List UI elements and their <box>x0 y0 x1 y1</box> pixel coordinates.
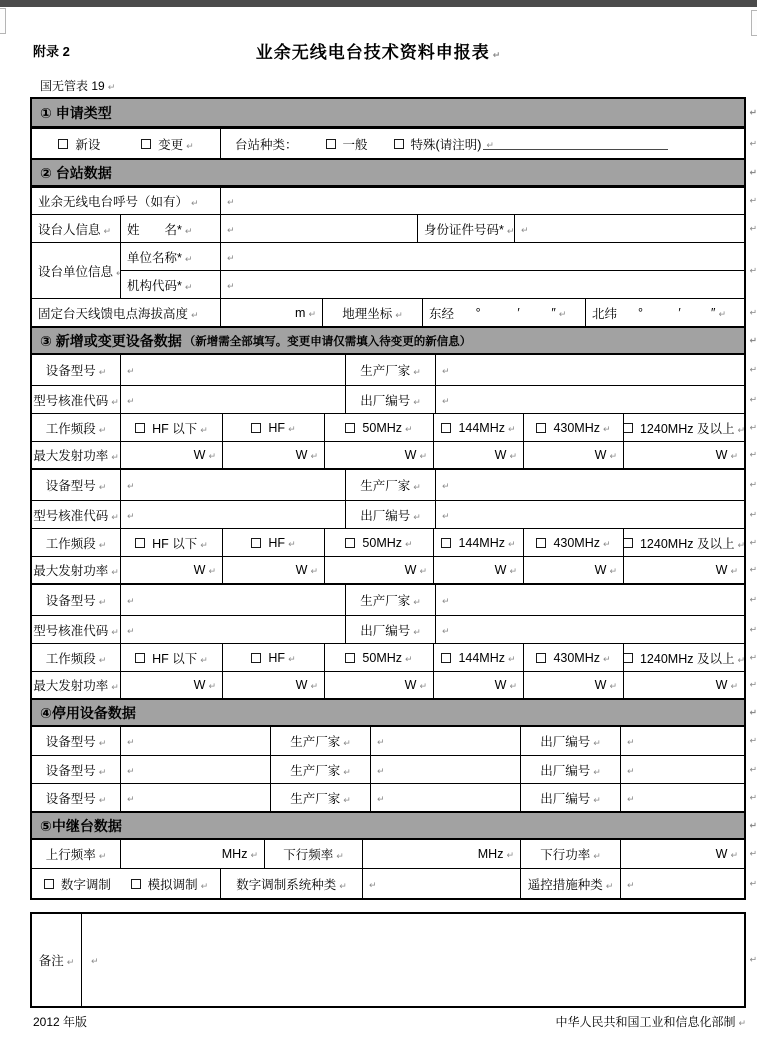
band-option-144mhz[interactable]: 144MHz ↵ <box>433 529 523 556</box>
analog-modulation-option[interactable]: 模拟调制 ↵ <box>131 875 209 893</box>
approval-serial-row <box>32 385 744 413</box>
remote-control-label: 遥控措施种类 ↵ <box>520 869 620 898</box>
footer-edition: 2012 年版 <box>33 1015 88 1029</box>
callsign-value[interactable] <box>220 188 744 214</box>
degree-symbol: ° <box>475 305 481 320</box>
band-option-hf-below[interactable]: HF 以下 ↵ <box>120 414 222 441</box>
max-power-label: 最大发射功率 ↵ <box>32 672 120 698</box>
watt-unit: W ↵ <box>595 448 617 462</box>
watt-unit: W ↵ <box>194 563 216 577</box>
downlink-freq-value[interactable] <box>362 840 520 868</box>
return-mark <box>377 791 385 805</box>
watt-unit: W ↵ <box>716 847 738 861</box>
latitude-label: 北纬 <box>592 306 618 321</box>
manufacturer-label: 生产厂家 ↵ <box>345 470 435 500</box>
general-option[interactable]: 一般 <box>326 135 368 153</box>
digital-system-label: 数字调制系统种类 ↵ <box>220 869 362 898</box>
checkbox-icon[interactable] <box>345 423 355 433</box>
change-option[interactable]: 变更 ↵ <box>141 135 194 153</box>
checkbox-icon[interactable] <box>536 423 546 433</box>
return-mark <box>369 877 377 891</box>
disabled-device-row <box>32 727 744 755</box>
watt-unit: W ↵ <box>495 678 517 692</box>
minute-symbol: ′ <box>517 305 520 320</box>
mhz-unit: MHz ↵ <box>222 847 258 861</box>
unit-info-label: 设台单位信息 ↵ <box>32 243 120 298</box>
serial-number-label: 出厂编号 ↵ <box>345 501 435 528</box>
watt-unit: W ↵ <box>405 448 427 462</box>
power-value[interactable] <box>324 442 433 468</box>
approval-code-label: 型号核准代码 ↵ <box>32 616 120 643</box>
device-model-value[interactable] <box>120 727 270 755</box>
callsign-label: 业余无线电台呼号（如有） ↵ <box>32 188 220 214</box>
return-mark <box>127 734 135 748</box>
licensee-unit-rows <box>32 242 744 298</box>
return-mark <box>227 250 235 264</box>
return-mark <box>627 877 635 891</box>
serial-number-label: 出厂编号 ↵ <box>520 784 620 811</box>
checkbox-icon[interactable] <box>135 653 145 663</box>
device-model-value[interactable] <box>120 355 345 385</box>
application-type-row <box>32 128 744 158</box>
equipment-block-3 <box>32 583 744 698</box>
repeater-freq-row <box>32 840 744 868</box>
digital-system-value[interactable] <box>362 869 520 898</box>
return-mark <box>227 194 235 208</box>
serial-number-label: 出厂编号 ↵ <box>345 386 435 413</box>
checkbox-icon[interactable] <box>135 423 145 433</box>
disabled-device-row <box>32 783 744 811</box>
downlink-power-value[interactable] <box>620 840 744 868</box>
power-value[interactable] <box>433 557 523 583</box>
device-model-label: 设备型号 ↵ <box>32 784 120 811</box>
manufacturer-label: 生产厂家 ↵ <box>345 585 435 615</box>
device-model-row <box>32 470 744 500</box>
checkbox-icon[interactable] <box>441 423 451 433</box>
altitude-label: 固定台天线馈电点海拔高度 ↵ <box>32 299 220 326</box>
special-note-blank[interactable] <box>483 137 668 150</box>
watt-unit: W ↵ <box>194 448 216 462</box>
serial-number-value[interactable] <box>620 727 744 755</box>
manufacturer-value[interactable] <box>435 355 744 385</box>
checkbox-icon[interactable] <box>345 538 355 548</box>
band-row <box>32 528 744 556</box>
band-option-hf[interactable]: HF ↵ <box>222 644 324 671</box>
band-option-1240mhz[interactable]: 1240MHz 及以上 ↵ <box>623 414 744 441</box>
manufacturer-value[interactable] <box>435 470 744 500</box>
id-number-label: 身份证件号码* ↵ <box>417 215 514 242</box>
watt-unit: W ↵ <box>716 563 738 577</box>
page-edge-artifact-right <box>751 10 757 36</box>
band-option-hf[interactable]: HF ↵ <box>222 414 324 441</box>
section3-header <box>32 326 744 355</box>
section2-header <box>32 158 744 187</box>
section5-header <box>32 811 744 840</box>
serial-number-label: 出厂编号 ↵ <box>345 616 435 643</box>
power-value[interactable] <box>523 672 623 698</box>
return-mark <box>377 763 385 777</box>
degree-symbol: ° <box>638 305 644 320</box>
checkbox-icon[interactable] <box>623 423 633 433</box>
minute-symbol: ′ <box>678 305 681 320</box>
watt-unit: W ↵ <box>716 678 738 692</box>
band-row <box>32 643 744 671</box>
form-title: 业余无线电台技术资料申报表 ↵ <box>256 43 502 62</box>
callsign-row <box>32 187 744 214</box>
return-mark <box>627 763 635 777</box>
title-row <box>0 38 757 63</box>
special-option[interactable]: 特殊(请注明) <box>394 135 482 153</box>
watt-unit: W ↵ <box>296 448 318 462</box>
appendix-label: 附录 2 <box>33 44 70 59</box>
application-type-options <box>32 129 220 158</box>
band-option-430mhz[interactable]: 430MHz ↵ <box>523 529 623 556</box>
second-symbol: ″ ↵ <box>699 306 738 320</box>
band-label: 工作频段 ↵ <box>32 529 120 556</box>
unit-fields <box>120 243 744 298</box>
checkbox-icon[interactable] <box>441 538 451 548</box>
return-mark <box>377 734 385 748</box>
approval-code-label: 型号核准代码 ↵ <box>32 501 120 528</box>
serial-number-value[interactable] <box>620 784 744 811</box>
return-mark <box>627 734 635 748</box>
checkbox-icon[interactable] <box>135 538 145 548</box>
serial-number-value[interactable] <box>435 501 744 528</box>
equipment-block-2 <box>32 468 744 583</box>
remarks-label: 备注 ↵ <box>32 914 82 1006</box>
power-value[interactable] <box>222 442 324 468</box>
person-info-label: 设台人信息 ↵ <box>32 215 120 242</box>
band-option-50mhz[interactable]: 50MHz ↵ <box>324 529 433 556</box>
manufacturer-value[interactable] <box>435 585 744 615</box>
top-divider-bar <box>0 0 757 7</box>
main-form-table <box>30 97 746 900</box>
repeater-modulation-row <box>32 868 744 898</box>
approval-serial-row <box>32 500 744 528</box>
power-value[interactable] <box>623 442 744 468</box>
approval-serial-row <box>32 615 744 643</box>
watt-unit: W ↵ <box>296 563 318 577</box>
approval-code-value[interactable] <box>120 616 345 643</box>
uplink-freq-value[interactable] <box>120 840 264 868</box>
watt-unit: W ↵ <box>595 678 617 692</box>
checkbox-icon[interactable] <box>251 423 261 433</box>
band-option-hf-below[interactable]: HF 以下 ↵ <box>120 644 222 671</box>
manufacturer-value[interactable] <box>370 727 520 755</box>
return-mark <box>127 763 135 777</box>
new-option[interactable]: 新设 <box>58 135 100 153</box>
return-mark <box>227 278 235 292</box>
manufacturer-label: 生产厂家 ↵ <box>345 355 435 385</box>
checkbox-icon[interactable] <box>345 653 355 663</box>
approval-code-value[interactable] <box>120 501 345 528</box>
id-number-value[interactable] <box>514 215 744 242</box>
longitude-label: 东经 <box>429 306 455 321</box>
checkbox-icon[interactable] <box>251 653 261 663</box>
section3-note: （新增需全部填写。变更申请仅需填入待变更的新信息） <box>183 335 472 348</box>
checkbox-icon[interactable] <box>441 653 451 663</box>
watt-unit: W ↵ <box>405 678 427 692</box>
power-value[interactable] <box>120 557 222 583</box>
manufacturer-label: 生产厂家 ↵ <box>270 727 370 755</box>
power-value[interactable] <box>120 442 222 468</box>
checkbox-general-icon[interactable] <box>326 139 336 149</box>
return-mark <box>442 623 450 637</box>
remote-control-value[interactable] <box>620 869 744 898</box>
band-option-1240mhz[interactable]: 1240MHz 及以上 ↵ <box>623 529 744 556</box>
uplink-freq-label: 上行频率 ↵ <box>32 840 120 868</box>
return-mark <box>127 478 135 492</box>
digital-modulation-option[interactable]: 数字调制 <box>44 875 111 893</box>
page-edge-artifact-left <box>0 8 6 34</box>
section1-title: ① 申请类型 <box>40 104 112 121</box>
max-power-row <box>32 671 744 698</box>
return-mark <box>91 951 99 969</box>
device-model-value[interactable] <box>120 784 270 811</box>
altitude-value[interactable] <box>220 299 322 326</box>
geo-coord-label: 地理坐标 ↵ <box>322 299 422 326</box>
return-mark <box>127 791 135 805</box>
checkbox-digital-icon[interactable] <box>44 879 54 889</box>
section2-title: ② 台站数据 <box>40 164 112 181</box>
power-value[interactable] <box>623 557 744 583</box>
checkbox-analog-icon[interactable] <box>131 879 141 889</box>
max-power-label: 最大发射功率 ↵ <box>32 557 120 583</box>
licensee-person-row <box>32 214 744 242</box>
watt-unit: W ↵ <box>595 563 617 577</box>
checkbox-icon[interactable] <box>623 538 633 548</box>
return-mark <box>442 478 450 492</box>
max-power-label: 最大发射功率 ↵ <box>32 442 120 468</box>
serial-number-value[interactable] <box>620 756 744 783</box>
watt-unit: W ↵ <box>194 678 216 692</box>
approval-code-value[interactable] <box>120 386 345 413</box>
power-value[interactable] <box>523 442 623 468</box>
watt-unit: W ↵ <box>495 563 517 577</box>
serial-number-value[interactable] <box>435 616 744 643</box>
checkbox-new-icon[interactable] <box>58 139 68 149</box>
unit-name-label: 单位名称* ↵ <box>120 243 220 270</box>
return-mark <box>127 393 135 407</box>
band-option-1240mhz[interactable]: 1240MHz 及以上 ↵ <box>623 644 744 671</box>
manufacturer-value[interactable] <box>370 784 520 811</box>
band-option-hf[interactable]: HF ↵ <box>222 529 324 556</box>
section4-header <box>32 698 744 727</box>
checkbox-icon[interactable] <box>251 538 261 548</box>
power-value[interactable] <box>623 672 744 698</box>
disabled-device-row <box>32 755 744 783</box>
serial-number-value[interactable] <box>435 386 744 413</box>
watt-unit: W ↵ <box>405 563 427 577</box>
power-value[interactable] <box>324 672 433 698</box>
second-symbol: ″ ↵ <box>539 306 579 320</box>
checkbox-icon[interactable] <box>623 653 633 663</box>
serial-number-label: 出厂编号 ↵ <box>520 727 620 755</box>
device-model-row <box>32 355 744 385</box>
return-mark <box>442 363 450 377</box>
form-code: 国无管表 19 ↵ <box>40 77 115 94</box>
return-mark <box>227 222 235 236</box>
org-code-label: 机构代码* ↵ <box>120 271 220 298</box>
org-code-value[interactable] <box>220 271 744 298</box>
band-option-144mhz[interactable]: 144MHz ↵ <box>433 644 523 671</box>
checkbox-icon[interactable] <box>536 653 546 663</box>
max-power-row <box>32 556 744 583</box>
approval-code-label: 型号核准代码 ↵ <box>32 386 120 413</box>
return-mark <box>442 508 450 522</box>
power-value[interactable] <box>523 557 623 583</box>
power-value[interactable] <box>324 557 433 583</box>
device-model-label: 设备型号 ↵ <box>32 355 120 385</box>
footer-issuer: 中华人民共和国工业和信息化部制 ↵ <box>555 1013 746 1030</box>
band-option-50mhz[interactable]: 50MHz ↵ <box>324 644 433 671</box>
remarks-value[interactable] <box>82 914 744 1006</box>
watt-unit: W ↵ <box>495 448 517 462</box>
band-option-144mhz[interactable]: 144MHz ↵ <box>433 414 523 441</box>
device-model-label: 设备型号 ↵ <box>32 585 120 615</box>
max-power-row <box>32 441 744 468</box>
device-model-label: 设备型号 ↵ <box>32 470 120 500</box>
name-label: 姓 名* ↵ <box>120 215 220 242</box>
modulation-options <box>32 869 220 898</box>
mhz-unit: MHz ↵ <box>478 847 514 861</box>
power-value[interactable] <box>120 672 222 698</box>
band-option-hf-below[interactable]: HF 以下 ↵ <box>120 529 222 556</box>
watt-unit: W ↵ <box>296 678 318 692</box>
manufacturer-label: 生产厂家 ↵ <box>270 784 370 811</box>
longitude-cell[interactable] <box>422 299 585 326</box>
power-value[interactable] <box>433 442 523 468</box>
return-mark <box>127 623 135 637</box>
meter-unit: m ↵ <box>295 306 316 320</box>
downlink-power-label: 下行功率 ↵ <box>520 840 620 868</box>
org-code-row <box>120 270 744 298</box>
latitude-cell[interactable] <box>585 299 744 326</box>
page-footer <box>33 1013 746 1030</box>
device-model-label: 设备型号 ↵ <box>32 727 120 755</box>
band-label: 工作频段 ↵ <box>32 414 120 441</box>
power-value[interactable] <box>222 672 324 698</box>
section3-title: ③ 新增或变更设备数据 <box>40 332 182 349</box>
manufacturer-label: 生产厂家 ↵ <box>270 756 370 783</box>
band-option-430mhz[interactable]: 430MHz ↵ <box>523 644 623 671</box>
station-type-label: 台站种类： <box>235 137 298 152</box>
device-model-value[interactable] <box>120 756 270 783</box>
return-mark <box>521 222 529 236</box>
device-model-label: 设备型号 ↵ <box>32 756 120 783</box>
equipment-block-1 <box>32 355 744 468</box>
altitude-geo-row <box>32 298 744 326</box>
checkbox-special-icon[interactable] <box>394 139 404 149</box>
serial-number-label: 出厂编号 ↵ <box>520 756 620 783</box>
return-mark <box>127 363 135 377</box>
checkbox-change-icon[interactable] <box>141 139 151 149</box>
downlink-freq-label: 下行频率 ↵ <box>264 840 362 868</box>
section5-title: ⑤中继台数据 <box>40 817 122 834</box>
station-type-cell <box>220 129 744 158</box>
return-mark <box>127 593 135 607</box>
unit-name-value[interactable] <box>220 243 744 270</box>
band-option-50mhz[interactable]: 50MHz ↵ <box>324 414 433 441</box>
band-label: 工作频段 ↵ <box>32 644 120 671</box>
device-model-value[interactable] <box>120 585 345 615</box>
band-row <box>32 413 744 441</box>
unit-name-row <box>120 243 744 270</box>
device-model-value[interactable] <box>120 470 345 500</box>
remarks-box <box>30 912 746 1008</box>
manufacturer-value[interactable] <box>370 756 520 783</box>
return-mark <box>442 393 450 407</box>
device-model-row <box>32 585 744 615</box>
section1-header <box>32 99 744 128</box>
power-value[interactable] <box>222 557 324 583</box>
section4-title: ④停用设备数据 <box>40 704 136 721</box>
return-mark <box>127 508 135 522</box>
checkbox-icon[interactable] <box>536 538 546 548</box>
power-value[interactable] <box>433 672 523 698</box>
return-mark <box>442 593 450 607</box>
band-option-430mhz[interactable]: 430MHz ↵ <box>523 414 623 441</box>
watt-unit: W ↵ <box>716 448 738 462</box>
name-value[interactable] <box>220 215 417 242</box>
return-mark <box>627 791 635 805</box>
